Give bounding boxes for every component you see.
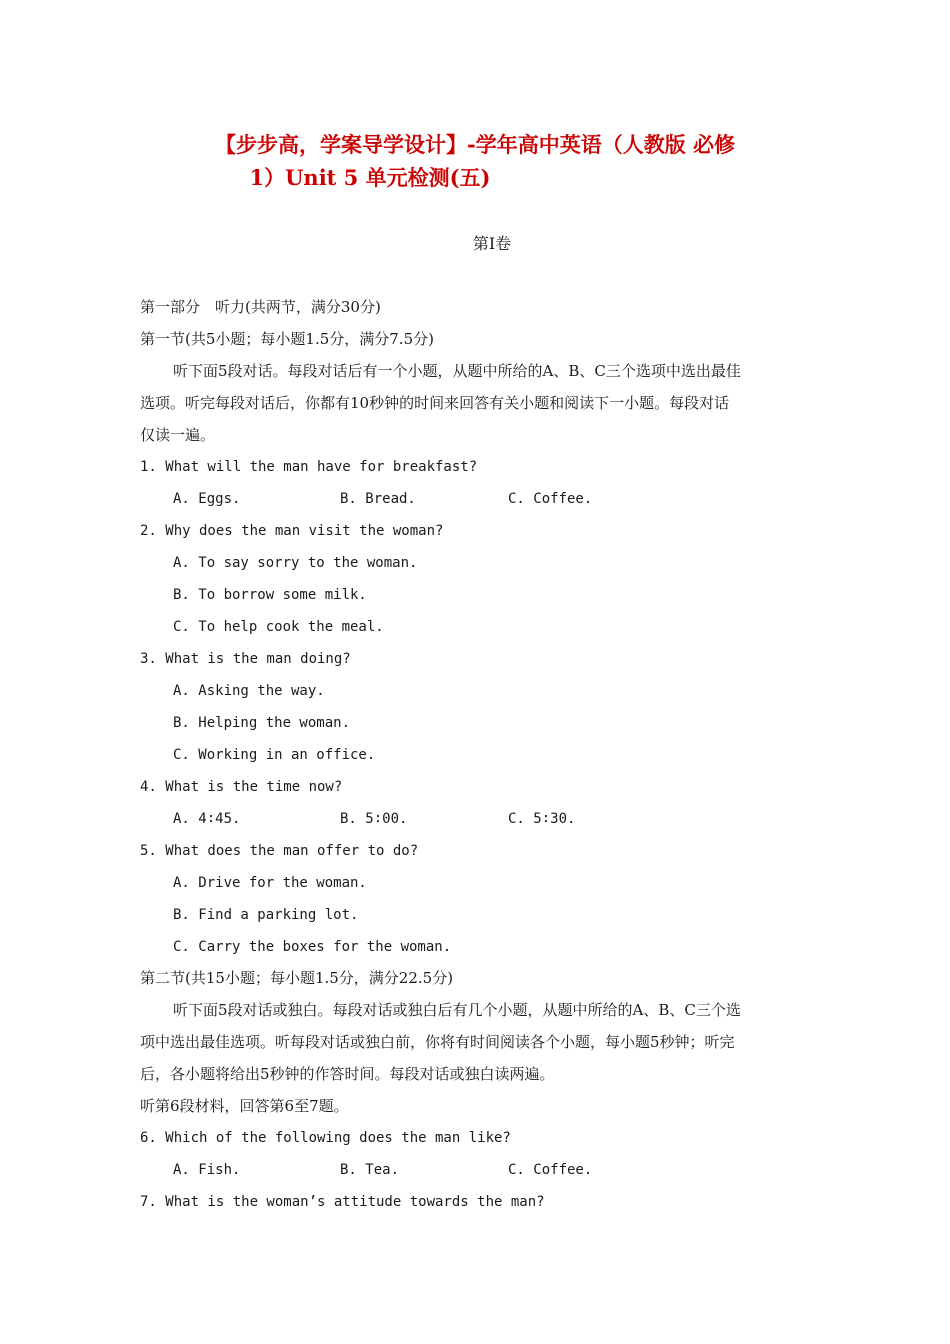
option-a: A. Asking the way. [173,683,325,699]
section-1-instructions: 听下面5段对话。每段对话后有一个小题，从题中所给的A、B、C三个选项中选出最佳 [173,362,741,380]
question-3: 3. What is the man doing? [140,651,351,667]
option-b: B. Bread. [340,491,416,507]
section-1-heading: 第一节(共5小题；每小题1.5分，满分7.5分) [140,330,434,348]
document-title-line-2: 1）Unit 5 单元检测(五) [249,165,491,190]
option-b: B. Helping the woman. [173,715,351,731]
option-c: C. Working in an office. [173,747,376,763]
question-7: 7. What is the woman’s attitude towards the man? [140,1194,545,1210]
section-2-heading: 第二节(共15小题；每小题1.5分，满分22.5分) [140,969,454,987]
question-6: 6. Which of the following does the man like? [140,1130,511,1146]
question-1: 1. What will the man have for breakfast? [140,459,478,475]
option-b: B. To borrow some milk. [173,587,367,603]
question-5: 5. What does the man offer to do? [140,843,419,859]
section-2-instructions: 项中选出最佳选项。听每段对话或独白前，你将有时间阅读各个小题，每小题5秒钟；听完 [140,1033,735,1051]
part-heading: 第一部分 听力(共两节，满分30分) [140,298,381,316]
question-4: 4. What is the time now? [140,779,343,795]
option-a: A. Fish. [173,1162,241,1178]
option-b: B. Tea. [340,1162,400,1178]
option-c: C. To help cook the meal. [173,619,384,635]
option-c: C. Coffee. [508,491,593,507]
option-b: B. Find a parking lot. [173,907,359,923]
option-a: A. Eggs. [173,491,241,507]
option-c: C. 5∶30. [508,811,576,827]
section-1-instructions: 仅读一遍。 [140,426,216,444]
section-2-instructions: 听下面5段对话或独白。每段对话或独白后有几个小题，从题中所给的A、B、C三个选 [173,1001,741,1019]
option-a: A. 4∶45. [173,811,241,827]
option-a: A. Drive for the woman. [173,875,367,891]
question-2: 2. Why does the man visit the woman? [140,523,444,539]
section-2-instructions: 后，各小题将给出5秒钟的作答时间。每段对话或独白读两遍。 [140,1065,555,1083]
option-a: A. To say sorry to the woman. [173,555,418,571]
section-1-instructions: 选项。听完每段对话后，你都有10秒钟的时间来回答有关小题和阅读下一小题。每段对话 [140,394,730,412]
option-c: C. Coffee. [508,1162,593,1178]
volume-heading: 第Ⅰ卷 [472,234,512,253]
option-c: C. Carry the boxes for the woman. [173,939,452,955]
document-title-line-1: 【步步高，学案导学设计】-学年高中英语（人教版 必修 [214,132,736,157]
material-note: 听第6段材料，回答第6至7题。 [140,1097,349,1115]
option-b: B. 5∶00. [340,811,408,827]
